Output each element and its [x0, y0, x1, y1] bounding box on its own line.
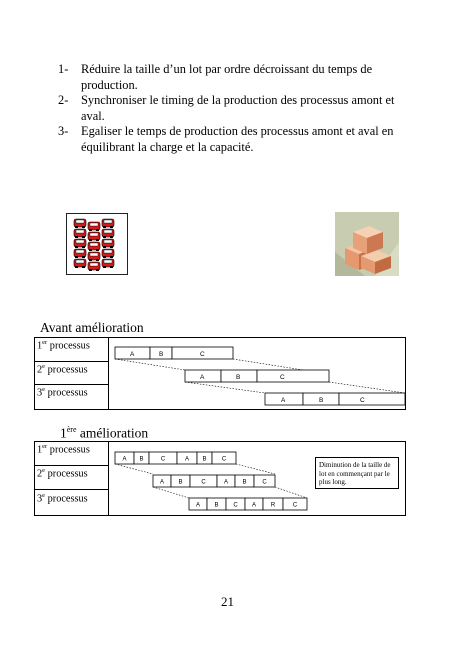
- list-text: Réduire la taille d’un lot par ordre décroissant du temps de production.: [81, 62, 373, 92]
- bar-label: C: [360, 397, 365, 404]
- timeline-after: [34, 441, 406, 516]
- timeline-before: [34, 337, 406, 410]
- bar-label: C: [280, 374, 285, 381]
- process-label: 3e processus: [37, 492, 88, 505]
- bar-label: B: [139, 456, 144, 463]
- bar-label: A: [159, 479, 165, 486]
- car-icon: [88, 262, 100, 271]
- car-icon: [74, 259, 86, 268]
- list-number: 2-: [58, 93, 69, 107]
- bar-label: B: [178, 479, 183, 486]
- bar-label: B: [202, 456, 207, 463]
- process-label: 2e processus: [37, 467, 88, 480]
- numbered-list: [58, 62, 413, 155]
- list-number: 3-: [58, 124, 69, 138]
- car-icon: [102, 229, 114, 238]
- bar-label: C: [233, 502, 238, 509]
- list-number: 1-: [58, 62, 69, 76]
- gantt-before: [35, 338, 407, 411]
- car-icon: [88, 242, 100, 251]
- car-icon: [102, 259, 114, 268]
- process-label: 1er processus: [37, 339, 90, 352]
- list-item: [58, 62, 413, 93]
- car-icon: [74, 249, 86, 258]
- list-item: [58, 93, 413, 124]
- bar-label: C: [160, 456, 166, 463]
- bar-label: A: [251, 502, 257, 509]
- bar-label: A: [223, 479, 229, 486]
- bar-label: A: [130, 351, 135, 358]
- bar-label: C: [221, 456, 227, 463]
- car-icon: [102, 249, 114, 258]
- bar-label: C: [200, 351, 205, 358]
- process-label: 1er processus: [37, 443, 90, 456]
- bar-label: C: [201, 479, 206, 486]
- list-text: Synchroniser le timing de la production des processus amont et aval.: [81, 93, 395, 123]
- process-label: 3e processus: [37, 386, 88, 399]
- diagram-title-before: Avant amélioration: [40, 320, 144, 335]
- car-icon: [102, 239, 114, 248]
- bar-label: R: [270, 502, 276, 509]
- car-icon: [88, 252, 100, 261]
- bar-label: A: [184, 456, 190, 463]
- car-icon: [102, 219, 114, 228]
- list-text: Egaliser le temps de production des processus amont et aval en équilibrant la charge et la capacité.: [81, 124, 394, 154]
- list-item: [58, 124, 413, 155]
- bar-label: A: [195, 502, 201, 509]
- car-icon: [88, 222, 100, 231]
- car-icon: [74, 219, 86, 228]
- page-number: 21: [221, 594, 234, 609]
- car-icon: [74, 239, 86, 248]
- car-icon: [74, 229, 86, 238]
- process-label: 2e processus: [37, 363, 88, 376]
- bar-label: A: [122, 456, 127, 463]
- stacked-boxes-icon: [335, 212, 399, 281]
- bar-label: C: [292, 502, 298, 509]
- bar-label: A: [200, 374, 205, 381]
- bar-label: B: [214, 502, 219, 509]
- annotation-box: Diminution de la taille de lot en commençant par le plus long.: [315, 457, 399, 489]
- diagram-title-after: 1ère amélioration: [60, 425, 149, 441]
- bar-label: B: [319, 397, 324, 404]
- traffic-jam-icon: [66, 213, 128, 280]
- bar-label: C: [262, 479, 267, 486]
- bar-label: B: [159, 351, 164, 358]
- bar-label: B: [242, 479, 247, 486]
- bar-label: B: [236, 374, 241, 381]
- car-icon: [88, 232, 100, 241]
- bar-label: A: [281, 397, 286, 404]
